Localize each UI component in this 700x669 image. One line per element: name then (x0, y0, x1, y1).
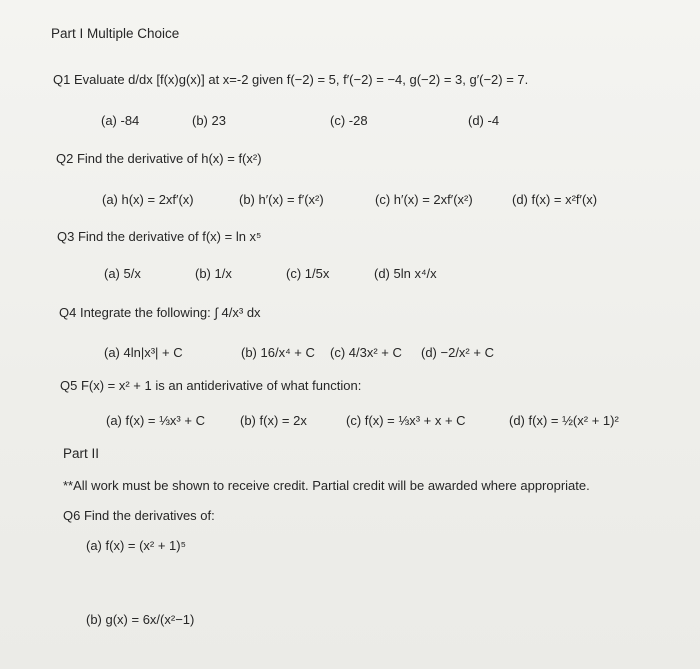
q2-option-b: (b) h′(x) = f′(x²) (239, 192, 324, 207)
q1-option-a: (a) -84 (101, 113, 140, 128)
q4-option-b: (b) 16/x⁴ + C (241, 345, 315, 360)
q1-option-b: (b) 23 (192, 113, 226, 128)
q6-item-b: (b) g(x) = 6x/(x²−1) (86, 612, 195, 627)
q3-prompt: Q3 Find the derivative of f(x) = ln x⁵ (57, 229, 262, 244)
q1-option-c: (c) -28 (330, 113, 368, 128)
q2-prompt: Q2 Find the derivative of h(x) = f(x²) (56, 151, 262, 166)
part2-note: **All work must be shown to receive credit. Partial credit will be awarded where appropriate. (63, 478, 590, 493)
q3-option-c: (c) 1/5x (286, 266, 330, 281)
q1-prompt: Q1 Evaluate d/dx [f(x)g(x)] at x=-2 given f(−2) = 5, f′(−2) = −4, g(−2) = 3, g′(−2) = 7. (53, 72, 529, 87)
q4-option-a: (a) 4ln|x³| + C (104, 345, 183, 360)
q4-option-c: (c) 4/3x² + C (330, 345, 402, 360)
q6-prompt: Q6 Find the derivatives of: (63, 508, 215, 523)
q5-option-c: (c) f(x) = ⅓x³ + x + C (346, 413, 466, 428)
q4-option-d: (d) −2/x² + C (421, 345, 494, 360)
q2-option-a: (a) h(x) = 2xf′(x) (102, 192, 194, 207)
q4-prompt: Q4 Integrate the following: ∫ 4/x³ dx (59, 305, 261, 320)
q5-option-b: (b) f(x) = 2x (240, 413, 307, 428)
q3-option-a: (a) 5/x (104, 266, 141, 281)
q3-option-d: (d) 5ln x⁴/x (374, 266, 437, 281)
q2-option-c: (c) h′(x) = 2xf′(x²) (375, 192, 473, 207)
q1-option-d: (d) -4 (468, 113, 500, 128)
q6-item-a: (a) f(x) = (x² + 1)⁵ (86, 538, 187, 553)
q5-prompt: Q5 F(x) = x² + 1 is an antiderivative of what function: (60, 378, 362, 393)
q5-option-d: (d) f(x) = ½(x² + 1)² (509, 413, 619, 428)
q5-option-a: (a) f(x) = ⅓x³ + C (106, 413, 205, 428)
q3-option-b: (b) 1/x (195, 266, 232, 281)
q2-option-d: (d) f(x) = x²f′(x) (512, 192, 598, 207)
part1-title: Part I Multiple Choice (51, 26, 180, 41)
part2-title: Part II (63, 446, 100, 461)
